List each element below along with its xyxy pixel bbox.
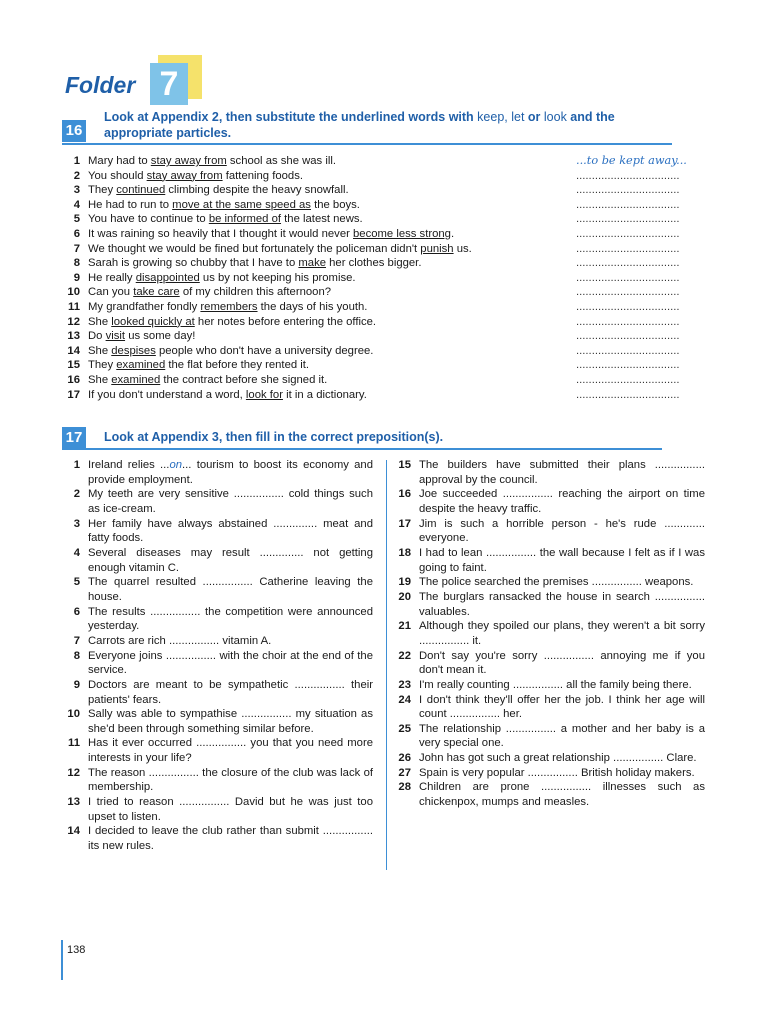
item-number: 11 xyxy=(68,737,80,750)
sentence-post: her notes before entering the office. xyxy=(194,315,377,328)
item-text: Children are prone ................ illnesses such as chickenpox, mumps and measles. xyxy=(419,781,705,809)
sentence-post: fattening foods. xyxy=(222,169,304,182)
sentence-post: climbing despite the heavy snowfall. xyxy=(165,184,349,197)
item-number: 26 xyxy=(398,752,411,765)
item-text: The quarrel resulted ................ Catherine leaving the house. xyxy=(88,576,373,603)
underlined-words: be informed of xyxy=(208,213,282,226)
sentence-item xyxy=(64,242,704,257)
item-number: 19 xyxy=(398,576,411,589)
sentence-post: it in a dictionary. xyxy=(282,388,367,401)
exercise-16-rule xyxy=(62,143,672,145)
item-number: 6 xyxy=(73,605,80,618)
sentence-text xyxy=(88,329,195,344)
item-number: 9 xyxy=(73,678,80,691)
sentence-pre: They xyxy=(88,184,117,197)
sentence-item xyxy=(64,154,704,169)
sentence-item xyxy=(64,227,704,242)
item-text: Although they spoiled our plans, they weren't a bit sorry ................ it. xyxy=(419,620,705,647)
item-number: 24 xyxy=(398,693,411,706)
sentence-pre: He really xyxy=(88,271,136,284)
column-divider xyxy=(386,460,387,870)
sentence-item xyxy=(64,329,704,344)
item-text: Spain is very popular ................ British holiday makers. xyxy=(419,766,695,779)
underlined-words: stay away from xyxy=(146,169,223,182)
preposition-item xyxy=(395,619,705,648)
sentence-item xyxy=(64,212,704,227)
underlined-words: look for xyxy=(245,388,283,401)
item-text: The relationship ................ a mother and her baby is a very special one. xyxy=(419,722,705,750)
item-text: I tried to reason ................ David but he was just too upset to listen. xyxy=(88,796,373,823)
sentence-pre: You should xyxy=(88,169,147,182)
underlined-words: continued xyxy=(116,184,166,197)
item-number: 20 xyxy=(398,590,411,603)
item-number: 10 xyxy=(67,286,80,299)
sentence-text xyxy=(88,256,421,271)
item-number: 11 xyxy=(68,300,80,313)
underlined-words: remembers xyxy=(200,300,258,313)
preposition-item xyxy=(64,678,373,707)
sentence-post: of my children this afternoon? xyxy=(179,286,332,299)
sentence-post: her clothes bigger. xyxy=(326,257,422,270)
item-text: The reason ................ the closure of the club was lack of membership. xyxy=(88,766,373,794)
preposition-item xyxy=(64,458,373,487)
exercise-17-rule xyxy=(62,448,662,450)
item-text: I'm really counting ................ all the family being there. xyxy=(419,678,692,691)
exercise-16-instruction xyxy=(104,109,674,141)
exercise-17-right-column xyxy=(395,458,705,810)
sentence-item xyxy=(64,315,704,330)
preposition-item xyxy=(64,605,373,634)
sentence-text xyxy=(88,198,360,213)
sentence-text xyxy=(88,154,336,169)
page-number-rule xyxy=(61,940,63,980)
preposition-item xyxy=(64,766,373,795)
answer-blank[interactable]: ................................. xyxy=(576,227,680,240)
item-number: 13 xyxy=(67,796,80,809)
option-look: look xyxy=(543,110,567,124)
sentence-pre: He had to run to xyxy=(88,198,173,211)
item-number: 16 xyxy=(67,373,80,386)
sentence-pre: Can you xyxy=(88,286,134,299)
sentence-item xyxy=(64,285,704,300)
item-number: 7 xyxy=(73,242,80,255)
underlined-words: examined xyxy=(116,359,166,372)
answer-blank[interactable]: ................................. xyxy=(576,344,680,357)
item-text: Several diseases may result .............. not getting enough vitamin C. xyxy=(88,546,373,574)
sentence-pre: She xyxy=(88,344,112,357)
exercise-17-header xyxy=(62,427,672,451)
sentence-item xyxy=(64,169,704,184)
sentence-text xyxy=(88,344,373,359)
answer-blank[interactable]: ................................. xyxy=(576,359,680,372)
preposition-item xyxy=(395,766,705,781)
sentence-post: us. xyxy=(453,242,472,255)
sentence-text xyxy=(88,373,327,388)
answer-blank[interactable]: ................................. xyxy=(576,271,680,284)
item-number: 13 xyxy=(67,330,80,343)
sentence-pre: My grandfather fondly xyxy=(88,300,201,313)
preposition-item xyxy=(64,736,373,765)
instruction-text: or xyxy=(524,110,544,124)
sentence-item xyxy=(64,358,704,373)
item-number: 4 xyxy=(73,198,80,211)
item-number: 7 xyxy=(73,634,80,647)
sentence-pre: She xyxy=(88,315,112,328)
item-number: 14 xyxy=(67,344,80,357)
sentence-item xyxy=(64,183,704,198)
item-number: 9 xyxy=(73,271,80,284)
item-number: 4 xyxy=(73,546,80,559)
sentence-pre: It was raining so heavily that I thought it would never xyxy=(88,227,353,240)
sentence-text xyxy=(88,358,309,373)
item-number: 16 xyxy=(398,488,411,501)
sentence-pre: She xyxy=(88,373,112,386)
preposition-item xyxy=(64,649,373,678)
sentence-item xyxy=(64,344,704,359)
sentence-text xyxy=(88,285,331,300)
item-number: 27 xyxy=(398,766,411,779)
answer-blank[interactable]: ................................. xyxy=(576,373,680,386)
item-number: 12 xyxy=(67,315,80,328)
item-number: 2 xyxy=(73,488,80,501)
item-number: 2 xyxy=(73,169,80,182)
item-number: 15 xyxy=(67,359,80,372)
item-text: I don't think they'll offer her the job. I think her age will count ................ her. xyxy=(419,693,705,721)
sentence-item xyxy=(64,256,704,271)
exercise-17-instruction: Look at Appendix 3, then fill in the correct preposition(s). xyxy=(104,430,444,444)
preposition-item xyxy=(395,693,705,722)
underlined-words: take care xyxy=(133,286,180,299)
preposition-item xyxy=(395,678,705,693)
sentence-post: the latest news. xyxy=(281,213,363,226)
answer-blank[interactable]: ................................. xyxy=(576,315,680,328)
sentence-post: people who don't have a university degree. xyxy=(155,344,374,357)
preposition-item xyxy=(64,795,373,824)
sentence-text xyxy=(88,388,367,403)
item-number: 1 xyxy=(73,459,80,471)
item-text: Don't say you're sorry ................ annoying me if you don't mean it. xyxy=(419,649,705,677)
exercise-16-header xyxy=(62,110,672,152)
sentence-item xyxy=(64,388,704,403)
sentence-post: the contract before she signed it. xyxy=(160,373,328,386)
item-number: 12 xyxy=(67,766,80,779)
item-number: 1 xyxy=(73,155,80,167)
item-text: Has it ever occurred ................ you that you need more interests in your life? xyxy=(88,737,373,765)
underlined-words: examined xyxy=(111,373,161,386)
instruction-separator: , xyxy=(504,110,512,124)
item-number: 25 xyxy=(398,722,411,735)
answer-blank[interactable]: ................................. xyxy=(576,330,680,343)
item-number: 5 xyxy=(73,576,80,589)
preposition-item xyxy=(395,546,705,575)
sentence-post: school as she was ill. xyxy=(226,155,337,167)
option-keep: keep xyxy=(477,110,505,124)
item-text: My teeth are very sensitive ................ cold things such as ice-cream. xyxy=(88,488,373,515)
item-number: 22 xyxy=(398,649,411,662)
item-text: The police searched the premises ................ weapons. xyxy=(419,576,694,589)
answer-blank[interactable]: ................................. xyxy=(576,242,680,255)
sentence-text xyxy=(88,315,376,330)
item-text: Her family have always abstained .............. meat and fatty foods. xyxy=(88,517,373,545)
preposition-item xyxy=(395,722,705,751)
preposition-item xyxy=(395,517,705,546)
preposition-item xyxy=(64,707,373,736)
answer-blank[interactable]: ................................. xyxy=(576,300,680,313)
preposition-item xyxy=(395,575,705,590)
item-number: 3 xyxy=(73,184,80,197)
preposition-item xyxy=(395,487,705,516)
sentence-text xyxy=(88,271,356,286)
item-text: The burglars ransacked the house in search ................ valuables. xyxy=(419,590,705,618)
item-number: 15 xyxy=(398,459,411,471)
sentence-text xyxy=(88,212,363,227)
preposition-item xyxy=(64,824,373,853)
preposition-item xyxy=(64,517,373,546)
item-text: Sally was able to sympathise ................ my situation as she'd been through something similar before. xyxy=(88,708,373,735)
sentence-item xyxy=(64,300,704,315)
handwritten-answer: on xyxy=(169,459,183,471)
sentence-post: us by not keeping his promise. xyxy=(199,271,356,284)
item-number: 21 xyxy=(398,620,411,633)
preposition-item xyxy=(64,575,373,604)
answer-blank[interactable]: ................................. xyxy=(576,286,680,299)
sentence-post: the flat before they rented it. xyxy=(165,359,310,372)
preposition-item xyxy=(64,487,373,516)
preposition-item xyxy=(395,649,705,678)
sentence-text xyxy=(88,242,472,257)
sentence-text xyxy=(88,227,454,242)
underlined-words: become less strong xyxy=(353,227,451,240)
sentence-pre: If you don't understand a word, xyxy=(88,388,246,401)
item-text: I decided to leave the club rather than submit ................ its new rules. xyxy=(88,825,373,853)
sentence-pre: Mary had to xyxy=(88,155,151,167)
item-text-pre: Ireland relies ... xyxy=(88,459,170,471)
item-number: 23 xyxy=(398,678,411,691)
preposition-item xyxy=(395,751,705,766)
exercise-16-list xyxy=(64,154,704,402)
underlined-words: despises xyxy=(111,344,156,357)
preposition-item xyxy=(64,634,373,649)
item-text: John has got such a great relationship ................ Clare. xyxy=(419,752,697,765)
item-text: I had to lean ................ the wall because I felt as if I was going to faint. xyxy=(419,546,705,574)
exercise-17-left-column xyxy=(64,458,373,854)
item-number: 10 xyxy=(67,708,80,721)
underlined-words: looked quickly at xyxy=(111,315,195,328)
answer-blank[interactable]: ................................. xyxy=(576,198,680,211)
item-number: 3 xyxy=(73,517,80,530)
sentence-text xyxy=(88,300,367,315)
sentence-pre: We thought we would be fined but fortunately the policeman didn't xyxy=(88,242,421,255)
answer-blank[interactable]: ................................. xyxy=(576,388,680,401)
option-let: let xyxy=(511,110,525,124)
sentence-pre: They xyxy=(88,359,117,372)
folder-number-badge xyxy=(150,55,202,105)
preposition-item xyxy=(64,546,373,575)
exercise-16-number: 16 xyxy=(62,120,86,142)
answer-blank[interactable]: ................................. xyxy=(576,213,680,226)
item-number: 5 xyxy=(73,213,80,226)
item-number: 8 xyxy=(73,649,80,662)
sentence-text xyxy=(88,169,303,184)
answer-blank[interactable]: ................................. xyxy=(576,257,680,270)
page-number: 138 xyxy=(67,944,86,956)
sentence-post: the boys. xyxy=(310,198,360,211)
item-text: The results ................ the competition were announced yesterday. xyxy=(88,605,373,633)
answer-blank[interactable]: ................................. xyxy=(576,169,680,182)
underlined-words: make xyxy=(298,257,326,270)
item-number: 8 xyxy=(73,257,80,270)
answer-blank[interactable]: ................................. xyxy=(576,184,680,197)
instruction-text-line2: appropriate particles. xyxy=(104,126,232,140)
sentence-pre: You have to continue to xyxy=(88,213,209,226)
sentence-text xyxy=(88,183,349,198)
sentence-pre: Sarah is growing so chubby that I have to xyxy=(88,257,299,270)
sentence-post: . xyxy=(450,227,455,240)
item-number: 18 xyxy=(398,546,411,559)
preposition-item xyxy=(395,590,705,619)
item-text: Joe succeeded ................ reaching the airport on time despite the heavy traffic. xyxy=(419,488,705,515)
sentence-pre: Do xyxy=(88,330,106,343)
underlined-words: visit xyxy=(105,330,126,343)
underlined-words: stay away from xyxy=(150,155,227,167)
exercise-17-number: 17 xyxy=(62,427,86,449)
item-text-post: ... tourism to boost its economy and provide employment. xyxy=(88,459,373,486)
item-text: Carrots are rich ................ vitamin A. xyxy=(88,634,272,647)
underlined-words: disappointed xyxy=(135,271,200,284)
underlined-words: punish xyxy=(420,242,454,255)
item-text: The builders have submitted their plans ................ approval by the council. xyxy=(419,459,705,486)
preposition-item xyxy=(395,780,705,809)
item-number: 14 xyxy=(67,825,80,838)
item-number: 6 xyxy=(73,227,80,240)
sentence-item xyxy=(64,373,704,388)
folder-title: Folder xyxy=(65,72,136,98)
underlined-words: move at the same speed as xyxy=(172,198,311,211)
item-text: Jim is such a horrible person - he's rude ............. everyone. xyxy=(419,517,705,545)
preposition-item xyxy=(395,458,705,487)
item-text: Doctors are meant to be sympathetic ................ their patients' fears. xyxy=(88,678,373,706)
sentence-post: the days of his youth. xyxy=(257,300,368,313)
handwritten-answer: ...to be kept away... xyxy=(576,154,687,167)
instruction-text: Look at Appendix 2, then substitute the underlined words with xyxy=(104,110,478,124)
item-text: Everyone joins ................ with the choir at the end of the service. xyxy=(88,649,373,677)
item-number: 17 xyxy=(67,388,80,401)
sentence-item xyxy=(64,198,704,213)
item-number: 28 xyxy=(398,781,411,794)
sentence-item xyxy=(64,271,704,286)
instruction-text: and the xyxy=(566,110,615,124)
item-number: 17 xyxy=(398,517,411,530)
folder-number: 7 xyxy=(159,65,179,103)
sentence-post: us some day! xyxy=(125,330,196,343)
